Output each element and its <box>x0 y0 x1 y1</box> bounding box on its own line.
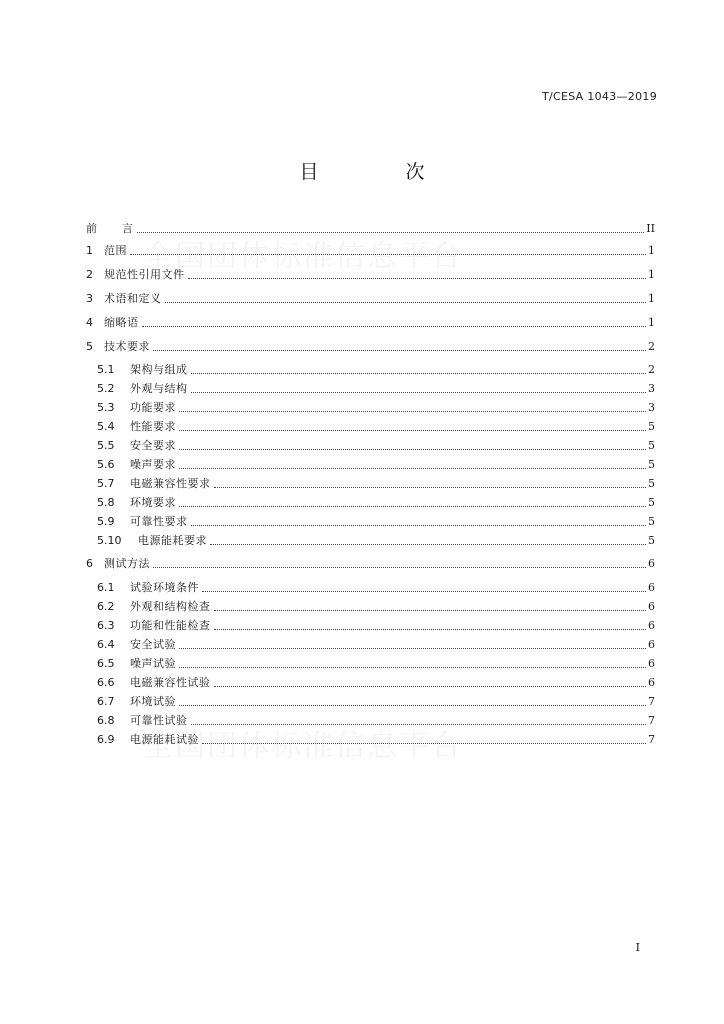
toc-leader-dots <box>188 278 647 279</box>
toc-entry-number: 5 <box>86 340 93 353</box>
toc-entry-label: 环境要求 <box>130 496 176 509</box>
toc-leader-dots <box>191 392 647 393</box>
toc-entry-page: 6 <box>648 676 655 689</box>
toc-entry-page: 6 <box>648 581 655 594</box>
toc-entry-number: 6.3 <box>97 619 115 632</box>
toc-entry-number: 5.1 <box>97 363 115 376</box>
toc-leader-dots <box>165 302 647 303</box>
toc-entry-page: 3 <box>648 382 655 395</box>
toc-entry-label: 可靠性要求 <box>130 515 188 528</box>
toc-entry[interactable] <box>0 513 724 531</box>
toc-entry-number: 5.7 <box>97 477 115 490</box>
toc-entry-number: 6.2 <box>97 600 115 613</box>
toc-leader-dots <box>179 430 646 431</box>
toc-entry[interactable] <box>0 731 724 749</box>
toc-entry-label: 缩略语 <box>104 316 139 329</box>
toc-entry-label: 安全要求 <box>130 439 176 452</box>
toc-leader-dots <box>153 350 646 351</box>
toc-leader-dots <box>214 610 647 611</box>
toc-leader-dots <box>153 567 646 568</box>
toc-entry[interactable] <box>0 636 724 654</box>
toc-entry-number: 5.8 <box>97 496 115 509</box>
toc-leader-dots <box>130 254 646 255</box>
toc-entry-page: 5 <box>648 477 655 490</box>
toc-entry-page: 6 <box>648 657 655 670</box>
toc-entry[interactable] <box>0 555 724 573</box>
toc-leader-dots <box>214 629 647 630</box>
toc-entry-label: 外观和结构检查 <box>130 600 211 613</box>
toc-entry-page: 7 <box>648 733 655 746</box>
toc-entry[interactable] <box>0 399 724 417</box>
page-title: 目 次 <box>299 161 459 183</box>
toc-leader-dots <box>202 743 646 744</box>
toc-entry[interactable] <box>0 361 724 379</box>
toc-entry-number: 6 <box>86 557 93 570</box>
toc-entry-page: 5 <box>648 458 655 471</box>
toc-leader-dots <box>179 468 646 469</box>
toc-entry-page: 6 <box>648 619 655 632</box>
toc-entry-page: 1 <box>648 316 655 329</box>
toc-entry-number: 3 <box>86 292 93 305</box>
toc-entry-number: 6.8 <box>97 714 115 727</box>
document-code: T/CESA 1043—2019 <box>541 90 657 103</box>
toc-entry-page: 5 <box>648 439 655 452</box>
toc-entry-number: 4 <box>86 316 93 329</box>
toc-entry-label: 外观与结构 <box>130 382 188 395</box>
toc-entry-page: 7 <box>648 695 655 708</box>
toc-entry-page: 6 <box>648 600 655 613</box>
toc-leader-dots <box>179 667 646 668</box>
toc-entry-page: 5 <box>648 496 655 509</box>
toc-leader-dots <box>179 506 646 507</box>
toc-entry-label: 环境试验 <box>130 695 176 708</box>
toc-leader-dots <box>142 326 647 327</box>
toc-entry-label: 测试方法 <box>104 557 150 570</box>
toc-leader-dots <box>179 648 646 649</box>
toc-leader-dots <box>179 449 646 450</box>
toc-entry-label: 电源能耗试验 <box>130 733 199 746</box>
toc-entry-label: 电源能耗要求 <box>138 534 207 547</box>
toc-leader-dots <box>191 525 647 526</box>
toc-leader-dots <box>179 411 646 412</box>
toc-entry[interactable] <box>0 475 724 493</box>
toc-entry-number: 5.5 <box>97 439 115 452</box>
toc-entry[interactable] <box>0 266 724 284</box>
toc-entry-page: 1 <box>648 268 655 281</box>
toc-entry-page: 1 <box>648 292 655 305</box>
page-number: I <box>635 941 640 954</box>
toc-entry-page: 6 <box>648 557 655 570</box>
toc-entry-number: 6.1 <box>97 581 115 594</box>
toc-entry[interactable] <box>0 418 724 436</box>
toc-entry-label: 噪声试验 <box>130 657 176 670</box>
toc-entry[interactable] <box>0 220 724 238</box>
toc-entry-number: 6.7 <box>97 695 115 708</box>
toc-entry-label: 噪声要求 <box>130 458 176 471</box>
toc-entry[interactable] <box>0 617 724 635</box>
toc-entry-number: 6.6 <box>97 676 115 689</box>
toc-entry[interactable] <box>0 674 724 692</box>
toc-leader-dots <box>191 373 647 374</box>
toc-entry-label: 范围 <box>104 244 127 257</box>
toc-entry[interactable] <box>0 532 724 550</box>
toc-entry-label: 技术要求 <box>104 340 150 353</box>
toc-entry[interactable] <box>0 494 724 512</box>
toc-entry-number: 5.4 <box>97 420 115 433</box>
toc-entry-number: 5.10 <box>97 534 122 547</box>
toc-entry-label: 言 <box>122 222 134 235</box>
toc-leader-dots <box>191 724 647 725</box>
toc-entry-label: 电磁兼容性要求 <box>130 477 211 490</box>
toc-entry-page: 6 <box>648 638 655 651</box>
toc-entry[interactable] <box>0 314 724 332</box>
toc-entry-label: 功能要求 <box>130 401 176 414</box>
toc-entry[interactable] <box>0 598 724 616</box>
toc-entry[interactable] <box>0 712 724 730</box>
toc-entry[interactable] <box>0 380 724 398</box>
toc-entry-number: 6.5 <box>97 657 115 670</box>
toc-entry[interactable] <box>0 456 724 474</box>
toc-entry[interactable] <box>0 693 724 711</box>
toc-entry-label: 可靠性试验 <box>130 714 188 727</box>
toc-entry-number: 6.4 <box>97 638 115 651</box>
toc-entry-number: 5.6 <box>97 458 115 471</box>
toc-entry-page: II <box>646 222 655 235</box>
toc-entry[interactable] <box>0 338 724 356</box>
toc-entry-number: 前 <box>86 222 97 235</box>
toc-entry-page: 2 <box>648 340 655 353</box>
toc-entry[interactable] <box>0 242 724 260</box>
toc-entry-page: 5 <box>648 420 655 433</box>
toc-entry-page: 1 <box>648 244 655 257</box>
toc-leader-dots <box>137 232 645 233</box>
toc-entry[interactable] <box>0 579 724 597</box>
toc-entry-label: 安全试验 <box>130 638 176 651</box>
toc-entry-label: 规范性引用文件 <box>104 268 185 281</box>
toc-entry-page: 5 <box>648 515 655 528</box>
toc-leader-dots <box>202 591 646 592</box>
toc-entry[interactable] <box>0 437 724 455</box>
toc-entry-number: 6.9 <box>97 733 115 746</box>
toc-leader-dots <box>210 544 646 545</box>
toc-entry-label: 术语和定义 <box>104 292 162 305</box>
toc-entry-number: 5.9 <box>97 515 115 528</box>
toc-entry-label: 性能要求 <box>130 420 176 433</box>
toc-leader-dots <box>214 487 647 488</box>
toc-entry-number: 5.3 <box>97 401 115 414</box>
toc-entry-page: 5 <box>648 534 655 547</box>
toc-entry-number: 2 <box>86 268 93 281</box>
toc-leader-dots <box>214 686 647 687</box>
toc-entry-label: 架构与组成 <box>130 363 188 376</box>
toc-entry-page: 7 <box>648 714 655 727</box>
toc-entry-number: 1 <box>86 244 93 257</box>
toc-entry-label: 电磁兼容性试验 <box>130 676 211 689</box>
toc-entry-label: 试验环境条件 <box>130 581 199 594</box>
toc-entry[interactable] <box>0 290 724 308</box>
toc-entry-label: 功能和性能检查 <box>130 619 211 632</box>
toc-entry-number: 5.2 <box>97 382 115 395</box>
toc-entry-page: 3 <box>648 401 655 414</box>
toc-entry-page: 2 <box>648 363 655 376</box>
toc-entry[interactable] <box>0 655 724 673</box>
toc-leader-dots <box>179 705 646 706</box>
